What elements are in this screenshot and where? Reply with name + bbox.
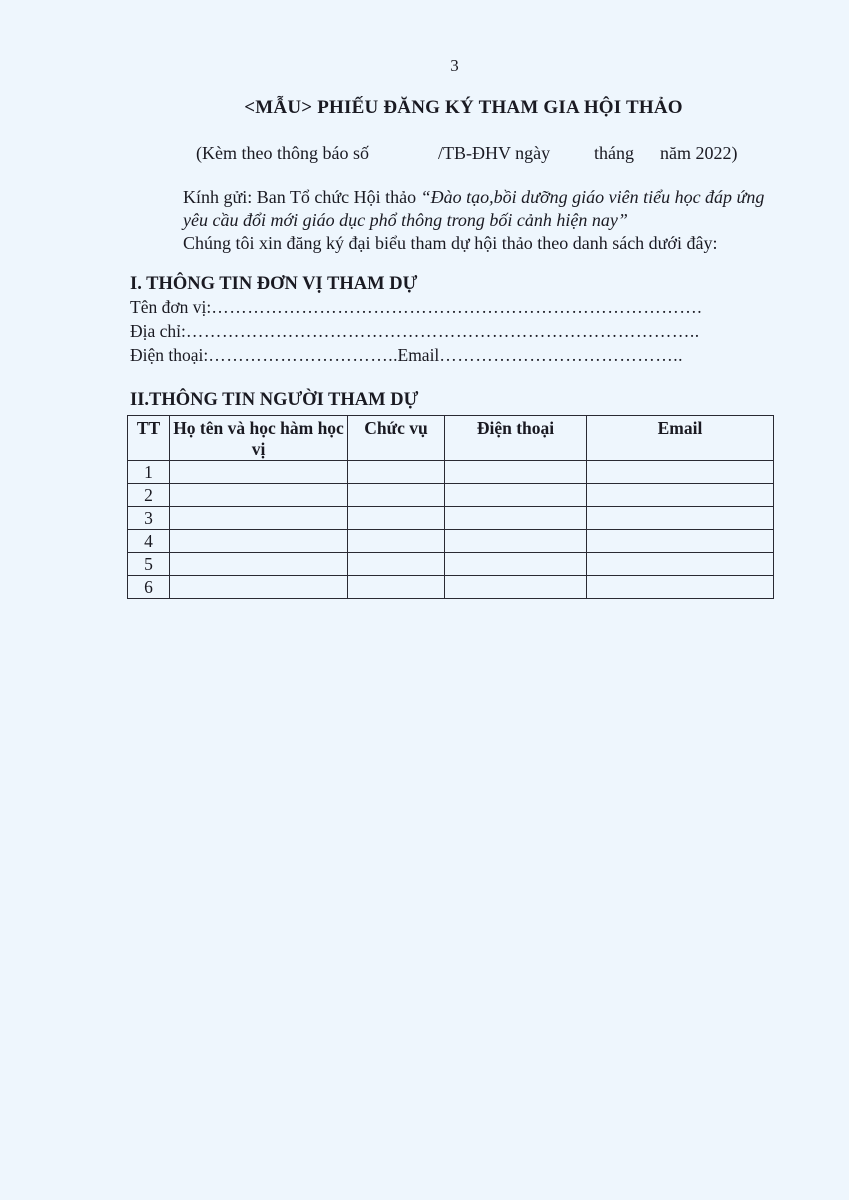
address-line xyxy=(130,321,760,342)
row-number: 6 xyxy=(128,576,170,599)
table-row xyxy=(128,507,774,530)
subtitle-prefix: (Kèm theo thông báo số xyxy=(196,143,369,163)
email-cell[interactable] xyxy=(587,553,774,576)
table-row xyxy=(128,461,774,484)
row-number: 5 xyxy=(128,553,170,576)
position-cell[interactable] xyxy=(348,576,445,599)
form-subtitle xyxy=(196,143,766,167)
phone-cell[interactable] xyxy=(445,484,587,507)
phone-cell[interactable] xyxy=(445,461,587,484)
email-cell[interactable] xyxy=(587,576,774,599)
name-cell[interactable] xyxy=(170,484,348,507)
header-tt: TT xyxy=(128,416,170,461)
header-position: Chức vụ xyxy=(348,416,445,461)
form-title: <MẪU> PHIẾU ĐĂNG KÝ THAM GIA HỘI THẢO xyxy=(244,97,683,118)
position-cell[interactable] xyxy=(348,507,445,530)
conference-name: “Đào tạo,bồi dưỡng giáo viên tiểu học đáp ứng yêu cầu đổi mới giáo dục phổ thông trong bối cảnh hiện nay” xyxy=(183,187,765,230)
position-cell[interactable] xyxy=(348,530,445,553)
address-dots: ………………………………………………………………………….. xyxy=(185,321,700,341)
unit-name-dots: ………………………………………………………………………. xyxy=(211,297,703,317)
email-dots: ………………………………….. xyxy=(439,345,684,365)
table-row xyxy=(128,553,774,576)
section-participant-info-title: II.THÔNG TIN NGƯỜI THAM DỰ xyxy=(130,390,419,410)
position-cell[interactable] xyxy=(348,461,445,484)
subtitle-year: năm 2022) xyxy=(660,143,738,163)
name-cell[interactable] xyxy=(170,530,348,553)
unit-name-line xyxy=(130,297,760,318)
unit-name-label: Tên đơn vị: xyxy=(130,297,212,317)
name-cell[interactable] xyxy=(170,507,348,530)
row-number: 4 xyxy=(128,530,170,553)
position-cell[interactable] xyxy=(348,553,445,576)
phone-cell[interactable] xyxy=(445,576,587,599)
phone-label: Điện thoại: xyxy=(130,345,209,365)
greeting-lead: Kính gửi: Ban Tổ chức Hội thảo xyxy=(183,187,421,207)
name-cell[interactable] xyxy=(170,553,348,576)
registration-statement: Chúng tôi xin đăng ký đại biểu tham dự hội thảo theo danh sách dưới đây: xyxy=(183,233,718,253)
email-cell[interactable] xyxy=(587,461,774,484)
subtitle-doc-code: /TB-ĐHV ngày xyxy=(438,143,551,163)
email-cell[interactable] xyxy=(587,530,774,553)
participants-table xyxy=(127,415,774,599)
email-label: .Email xyxy=(393,345,440,365)
phone-cell[interactable] xyxy=(445,530,587,553)
subtitle-month: tháng xyxy=(594,143,634,163)
name-cell[interactable] xyxy=(170,461,348,484)
table-row xyxy=(128,484,774,507)
header-phone: Điện thoại xyxy=(445,416,587,461)
table-header-row xyxy=(128,416,774,461)
email-cell[interactable] xyxy=(587,507,774,530)
email-cell[interactable] xyxy=(587,484,774,507)
row-number: 3 xyxy=(128,507,170,530)
header-email: Email xyxy=(587,416,774,461)
table-row xyxy=(128,530,774,553)
phone-cell[interactable] xyxy=(445,507,587,530)
address-label: Địa chỉ: xyxy=(130,321,186,341)
name-cell[interactable] xyxy=(170,576,348,599)
phone-email-line xyxy=(130,345,760,366)
phone-cell[interactable] xyxy=(445,553,587,576)
greeting-paragraph xyxy=(130,186,780,255)
phone-dots: …………………………. xyxy=(208,345,394,365)
row-number: 2 xyxy=(128,484,170,507)
position-cell[interactable] xyxy=(348,484,445,507)
header-name: Họ tên và học hàm học vị xyxy=(170,416,348,461)
page-number: 3 xyxy=(450,56,459,75)
row-number: 1 xyxy=(128,461,170,484)
table-row xyxy=(128,576,774,599)
section-unit-info-title: I. THÔNG TIN ĐƠN VỊ THAM DỰ xyxy=(130,274,418,294)
